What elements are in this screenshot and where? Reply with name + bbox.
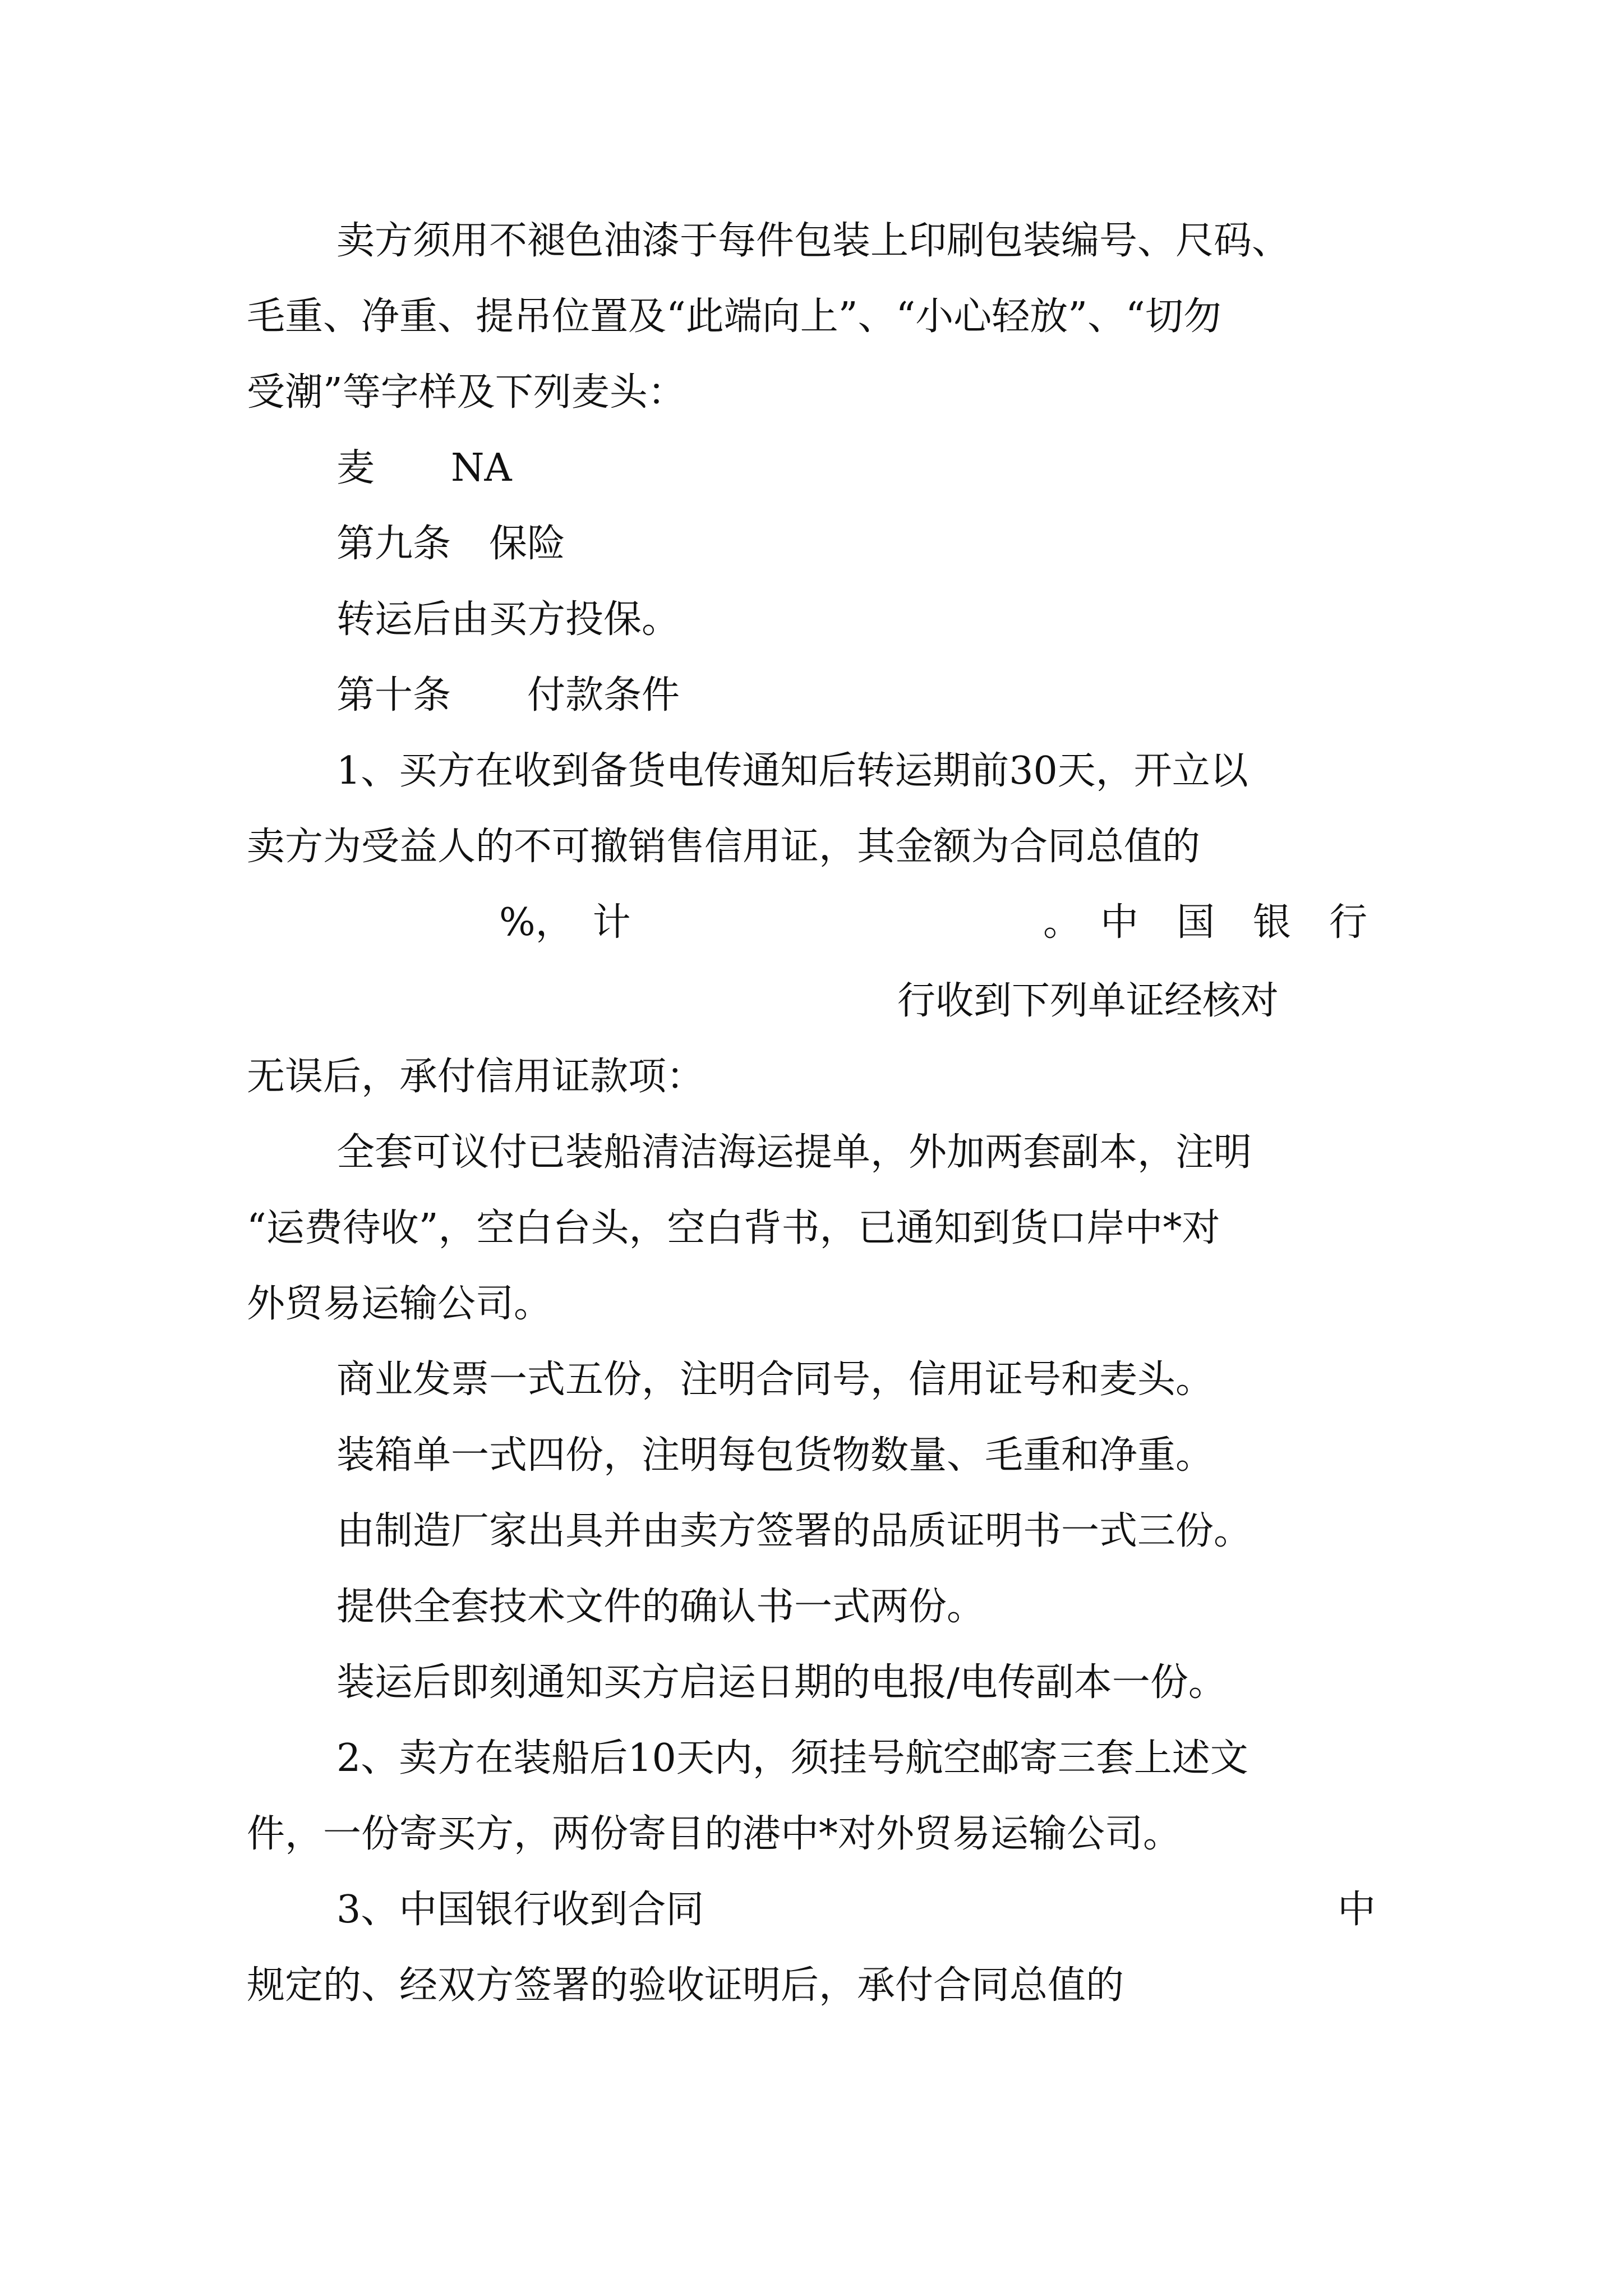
clause-heading-insurance: 第九条 保险 [336, 522, 566, 566]
paragraph-line: 件，一份寄买方，两份寄目的港中*对外贸易运输公司。 [247, 1812, 1182, 1856]
paragraph-line: 装箱单一式四份，注明每包货物数量、毛重和净重。 [336, 1433, 1214, 1478]
shipping-mark-line: 麦 NA [336, 446, 512, 490]
clause-heading-payment: 第十条 付款条件 [336, 673, 680, 717]
paragraph-line: 全套可议付已装船清洁海运提单，外加两套副本，注明 [336, 1130, 1252, 1175]
paragraph-line: 外贸易运输公司。 [247, 1282, 552, 1326]
paragraph-line: 由制造厂家出具并由卖方签署的品质证明书一式三份。 [336, 1509, 1252, 1553]
paragraph-line: 行收到下列单证经核对 [897, 979, 1279, 1023]
paragraph-line: 商业发票一式五份，注明合同号，信用证号和麦头。 [336, 1358, 1214, 1402]
percent-amount-line: %， 计 [499, 900, 631, 945]
paragraph-line: 装运后即刻通知买方启运日期的电报/电传副本一份。 [336, 1660, 1227, 1705]
bank-name-line: 。 中 国 银 行 [1043, 900, 1368, 945]
paragraph-line: 受潮”等字样及下列麦头： [247, 370, 686, 415]
paragraph-line: “运费待收”，空白台头，空白背书，已通知到货口岸中*对 [247, 1206, 1220, 1250]
paragraph-line: 3、中国银行收到合同 [336, 1888, 704, 1932]
paragraph-line: 卖方为受益人的不可撤销售信用证，其金额为合同总值的 [247, 825, 1201, 869]
paragraph-line: 无误后，承付信用证款项： [247, 1055, 705, 1099]
paragraph-line: 提供全套技术文件的确认书一式两份。 [336, 1585, 985, 1629]
paragraph-line: 2、卖方在装船后10天内，须挂号航空邮寄三套上述文 [336, 1736, 1248, 1780]
paragraph-line: 1、买方在收到备货电传通知后转运期前30天，开立以 [336, 749, 1248, 793]
paragraph-line: 规定的、经双方签署的验收证明后，承付合同总值的 [247, 1963, 1124, 2008]
paragraph-line: 转运后由买方投保。 [336, 597, 680, 642]
paragraph-line: 毛重、净重、提吊位置及“此端向上”、“小心轻放”、“切勿 [247, 295, 1221, 339]
paragraph-line: 中 [1338, 1888, 1376, 1932]
paragraph-line: 卖方须用不褪色油漆于每件包装上印刷包装编号、尺码、 [336, 219, 1290, 263]
